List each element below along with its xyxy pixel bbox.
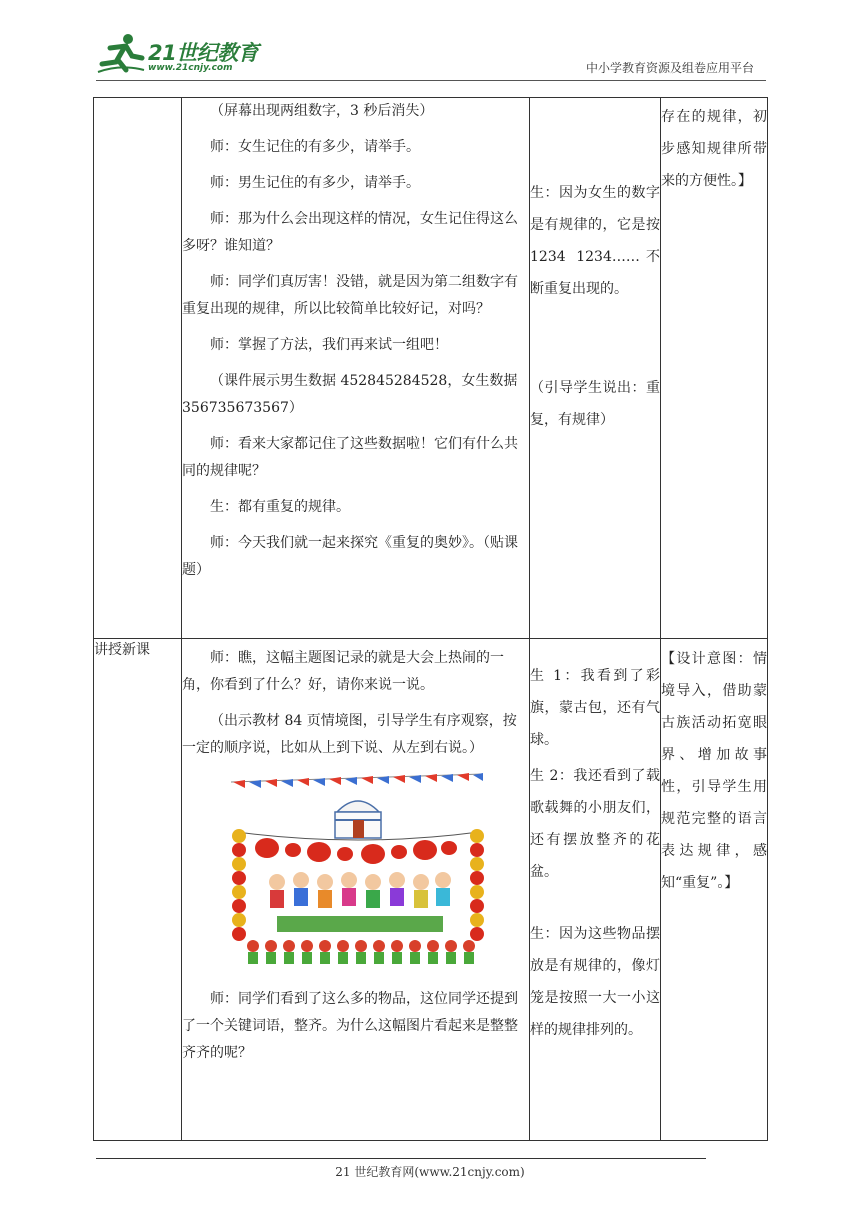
footer-divider — [96, 1158, 706, 1159]
flower-bed — [277, 916, 443, 932]
lesson-table — [93, 97, 768, 1141]
paragraph: 师：那为什么会出现这样的情况，女生记住得这么多呀？谁知道？ — [182, 211, 518, 254]
paragraph: 师：同学们看到了这么多的物品，这位同学还提到了一个关键词语，整齐。为什么这幅图片看起来是整整齐齐的呢？ — [182, 991, 518, 1061]
page-header — [96, 32, 766, 81]
design-intent-text: 【设计意图：情境导入，借助蒙古族活动拓宽眼界、增加故事性，引导学生用规范完整的语言表达规律，感知“重复”。】 — [661, 651, 767, 891]
paragraph: 师：看来大家都记住了这些数据啦！它们有什么共同的规律呢？ — [182, 436, 518, 479]
flower-pots — [247, 940, 475, 964]
section-label-cell: 讲授新课 — [94, 639, 182, 1141]
student-answer: 生 2：我还看到了载歌载舞的小朋友们，还有摆放整齐的花盆。 — [530, 768, 660, 880]
design-intent-cell — [661, 98, 768, 639]
page-footer: 21 世纪教育网(www.21cnjy.com) — [335, 1165, 525, 1179]
student-answer: （引导学生说出：重复，有规律） — [530, 380, 660, 428]
logo — [96, 32, 276, 78]
header-tagline: 中小学教育资源及组卷应用平台 — [585, 61, 754, 75]
paragraph: 师：男生记住的有多少，请举手。 — [210, 175, 420, 191]
flags-row — [231, 773, 483, 788]
paragraph: 师：女生记住的有多少，请举手。 — [210, 139, 420, 155]
festival-scene-image — [227, 770, 489, 976]
logo-text: 21世纪教育 — [148, 41, 259, 65]
student-activity-cell — [530, 98, 661, 639]
teacher-activity-cell — [182, 98, 530, 639]
table-row — [94, 98, 768, 639]
paragraph: 师：掌握了方法，我们再来试一组吧！ — [210, 337, 448, 353]
yurt — [335, 801, 381, 838]
section-label-cell — [94, 98, 182, 639]
paragraph: 师：今天我们就一起来探究《重复的奥妙》。（贴课题） — [182, 535, 518, 578]
paragraph: （出示教材 84 页情境图，引导学生有序观察，按一定的顺序说，比如从上到下说、从左到右说。） — [182, 713, 517, 756]
logo-url: www.21cnjy.com — [148, 63, 233, 73]
student-answer: 生：因为女生的数字是有规律的，它是按 1234 1234……不断重复出现的。 — [530, 185, 660, 297]
paragraph: （课件展示男生数据 452845284528，女生数据 356735673567） — [182, 373, 518, 416]
student-activity-cell — [530, 639, 661, 1141]
design-intent-cell — [661, 639, 768, 1141]
design-intent-text: 存在的规律，初步感知规律所带来的方便性。】 — [661, 109, 767, 189]
paragraph: （屏幕出现两组数字，3 秒后消失） — [210, 103, 434, 119]
runner-logo-icon — [96, 32, 146, 76]
student-answer: 生 1：我看到了彩旗，蒙古包，还有气球。 — [530, 668, 660, 748]
teacher-activity-cell — [182, 639, 530, 1141]
table-row — [94, 639, 768, 1141]
paragraph: 师：瞧，这幅主题图记录的就是大会上热闹的一角，你看到了什么？好，请你来说一说。 — [182, 650, 504, 693]
dancing-children — [269, 872, 451, 908]
student-answer: 生：因为这些物品摆放是有规律的，像灯笼是按照一大一小这样的规律排列的。 — [530, 926, 660, 1038]
paragraph: 生：都有重复的规律。 — [210, 499, 350, 515]
paragraph: 师：同学们真厉害！没错，就是因为第二组数字有重复出现的规律，所以比较简单比较好记，对吗？ — [182, 274, 518, 317]
